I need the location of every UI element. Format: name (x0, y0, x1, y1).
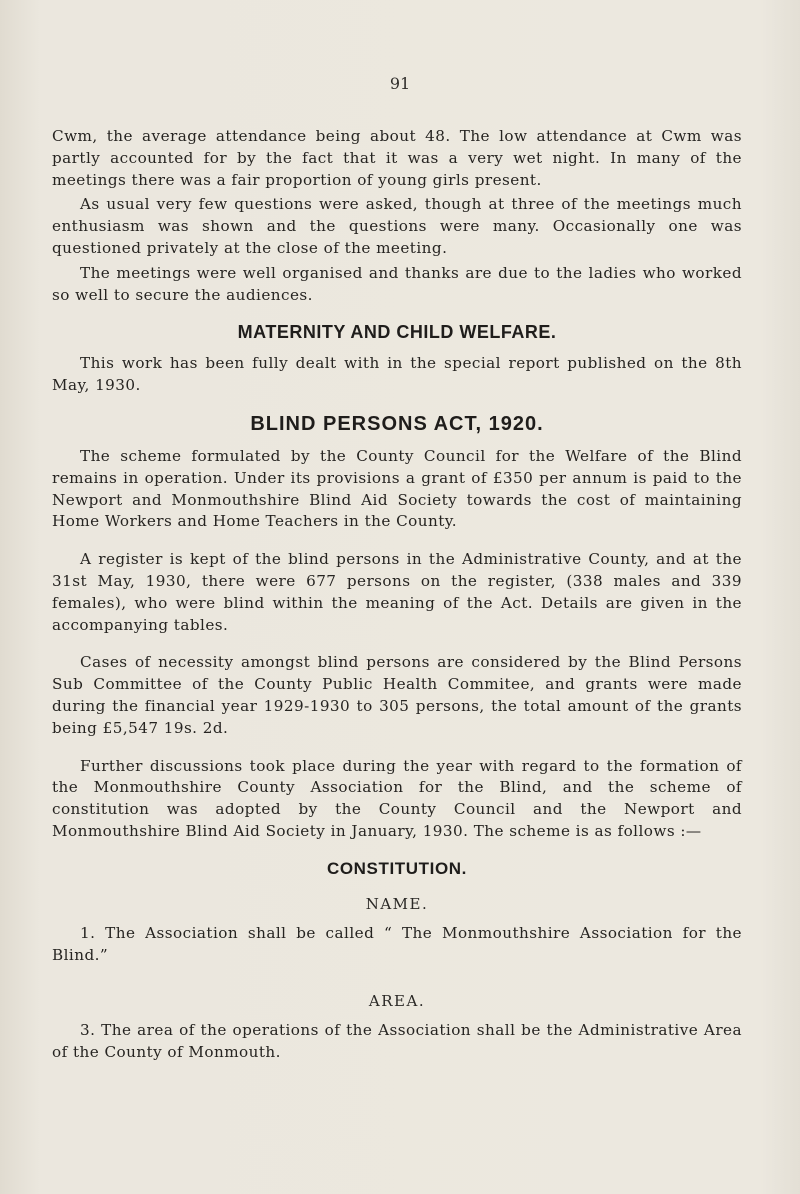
blind-paragraph-2: A register is kept of the blind persons in the Administrative County, and at the 31st May, 1930, there were 677 persons on the register, (338 males and 339 females), who were blind within the meaning of the Act. Details are given in the accompanying tables. (52, 550, 742, 634)
page-content (52, 126, 742, 1064)
maternity-paragraph: This work has been fully dealt with in the special report published on the 8th May, 1930. (52, 354, 742, 395)
name-clause: 1. The Association shall be called “ The Monmouthshire Association for the Blind.” (52, 923, 742, 964)
constitution-heading: CONSTITUTION. (326, 858, 467, 878)
blind-paragraph-1: The scheme formulated by the County Council for the Welfare of the Blind remains in operation. Under its provisions a grant of £350 per annum is paid to the Newport and Monmouthshire Blind Aid Society towards the cost of maintaining Home Workers and Home Teachers in the County. (52, 446, 742, 531)
maternity-heading: MATERNITY AND CHILD WELFARE. (237, 322, 557, 343)
intro-paragraph-1: Cwm, the average attendance being about 48. The low attendance at Cwm was partly accounted for by the fact that it was a very wet night. In many of the meetings there was a fair proportion of young girls present. (52, 127, 742, 189)
intro-paragraph-3: The meetings were well organised and thanks are due to the ladies who worked so well to secure the audiences. (52, 263, 742, 304)
area-clause: 3. The area of the operations of the Association shall be the Administrative Area of the County of Monmouth. (52, 1021, 742, 1062)
name-heading: NAME. (365, 894, 429, 913)
intro-paragraph-2: As usual very few questions were asked, though at three of the meetings much enthusiasm was shown and the questions were many. Occasionally one was questioned privately at the close of the meeting. (52, 195, 742, 257)
blind-paragraph-4: Further discussions took place during the year with regard to the formation of the Monmouthshire County Association for the Blind, and the scheme of constitution was adopted by the County Council and the Newport and Monmouthshire Blind Aid Society in January, 1930. The scheme is as follows :— (52, 756, 742, 840)
page-number: 91 (389, 74, 411, 93)
area-heading: AREA. (368, 992, 426, 1011)
blind-persons-heading: BLIND PERSONS ACT, 1920. (250, 412, 544, 435)
blind-paragraph-3: Cases of necessity amongst blind persons are considered by the Blind Persons Sub Committee of the County Public Health Commitee, and grants were made during the financial year 1929-1930 to 305 persons, the total amount of the grants being £5,547 19s. 2d. (52, 653, 742, 737)
